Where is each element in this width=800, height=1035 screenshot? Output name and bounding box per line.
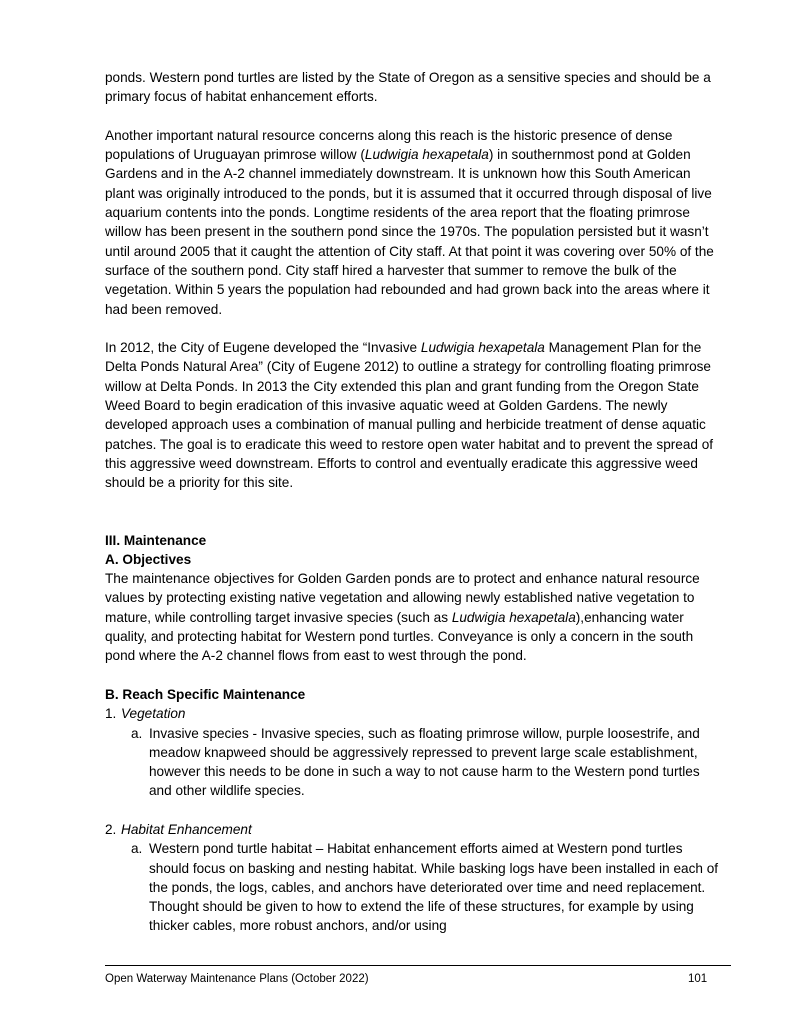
footer-title: Open Waterway Maintenance Plans (October 2022) — [105, 973, 369, 985]
text-run: ),enhancing water quality, and protecting habitat for Western pond turtles. Conveyance is only a concern in the south pond where the A-2 channel flows from east to west through the pond. — [105, 609, 694, 664]
sublist-text: Invasive species - Invasive species, such as floating primrose willow, purple loosestrife, and meadow knapweed should be aggressively repressed to prevent large scale establishment, however this needs to be done in such a way to not cause harm to the Western pond turtles and other wildlife species. — [149, 725, 700, 799]
footer-divider — [105, 965, 731, 966]
subheading-objectives: A. Objectives — [105, 551, 192, 567]
text-run: ) in southernmost pond at Golden Gardens and in the A-2 channel immediately downstream. It is unknown how this South American plant was originally introduced to the ponds, but it is assumed that it occurred through disposal of live aquarium contents into the ponds. Longtime residents of the area report that the floating primrose willow has been present in the southern pond since the 1970s. The population persisted but it wasn’t until around 2005 that it caught the attention of City staff. At that point it was covering over 50% of the surface of the southern pond. City staff hired a harvester that summer to remove the bulk of the vegetation. Within 5 years the population had rebounded and had grown back into the areas where it had been removed. — [105, 147, 714, 317]
text-run: In 2012, the City of Eugene developed the “Invasive — [105, 340, 421, 356]
species-name: Ludwigia hexapetala — [451, 609, 576, 625]
text-run: Management Plan for the Delta Ponds Natural Area” (City of Eugene 2012) to outline a strategy for controlling floating primrose willow at Delta Ponds. In 2013 the City extended this plan and grant funding from the Oregon State Weed Board to begin eradication of this invasive aquatic weed at Golden Gardens. The newly developed approach uses a combination of manual pulling and herbicide treatment of dense aquatic patches. The goal is to eradicate this weed to restore open water habitat and to prevent the spread of this aggressive weed downstream. Efforts to control and eventually eradicate this aggressive weed should be a priority for this site. — [105, 340, 714, 491]
list-item-habitat — [105, 820, 720, 936]
text-run: Another important natural resource concerns along this reach is the historic presence of dense populations of Uruguayan primrose willow ( — [105, 127, 673, 163]
species-name: Ludwigia hexapetala — [420, 340, 545, 356]
list-number: 2. — [105, 821, 117, 837]
sublist-letter: a. — [131, 725, 143, 741]
sublist-item — [105, 724, 720, 801]
list-item-title: Habitat Enhancement — [121, 821, 252, 837]
section-heading: III. Maintenance — [105, 532, 207, 548]
paragraph-primrose-history — [105, 126, 720, 319]
page-number: 101 — [688, 973, 708, 985]
species-name: Ludwigia hexapetala — [364, 147, 489, 163]
sublist-item — [105, 839, 720, 935]
sublist-text: Western pond turtle habitat – Habitat enhancement efforts aimed at Western pond turtles should focus on basking and nesting habitat. While basking logs have been installed in each of the ponds, the logs, cables, and anchors have deteriorated over time and need replacement. Thought should be given to how to extend the life of these structures, for example by using thicker cables, more robust anchors, and/or using — [149, 841, 719, 934]
subheading-reach-maintenance: B. Reach Specific Maintenance — [105, 686, 306, 702]
list-item-title: Vegetation — [121, 706, 186, 722]
list-item-vegetation — [105, 704, 720, 800]
sublist-letter: a. — [131, 841, 143, 857]
text-run: The maintenance objectives for Golden Garden ponds are to protect and enhance natural resource values by protecting existing native vegetation and allowing newly established native vegetation to mature, while controlling target invasive species (such as — [105, 571, 700, 625]
paragraph-objectives — [105, 569, 720, 665]
paragraph-pond-turtles: ponds. Western pond turtles are listed by the State of Oregon as a sensitive species and should be a primary focus of habitat enhancement efforts. — [105, 70, 711, 105]
paragraph-management-plan — [105, 338, 720, 492]
list-number: 1. — [105, 706, 117, 722]
document-body — [105, 68, 720, 936]
